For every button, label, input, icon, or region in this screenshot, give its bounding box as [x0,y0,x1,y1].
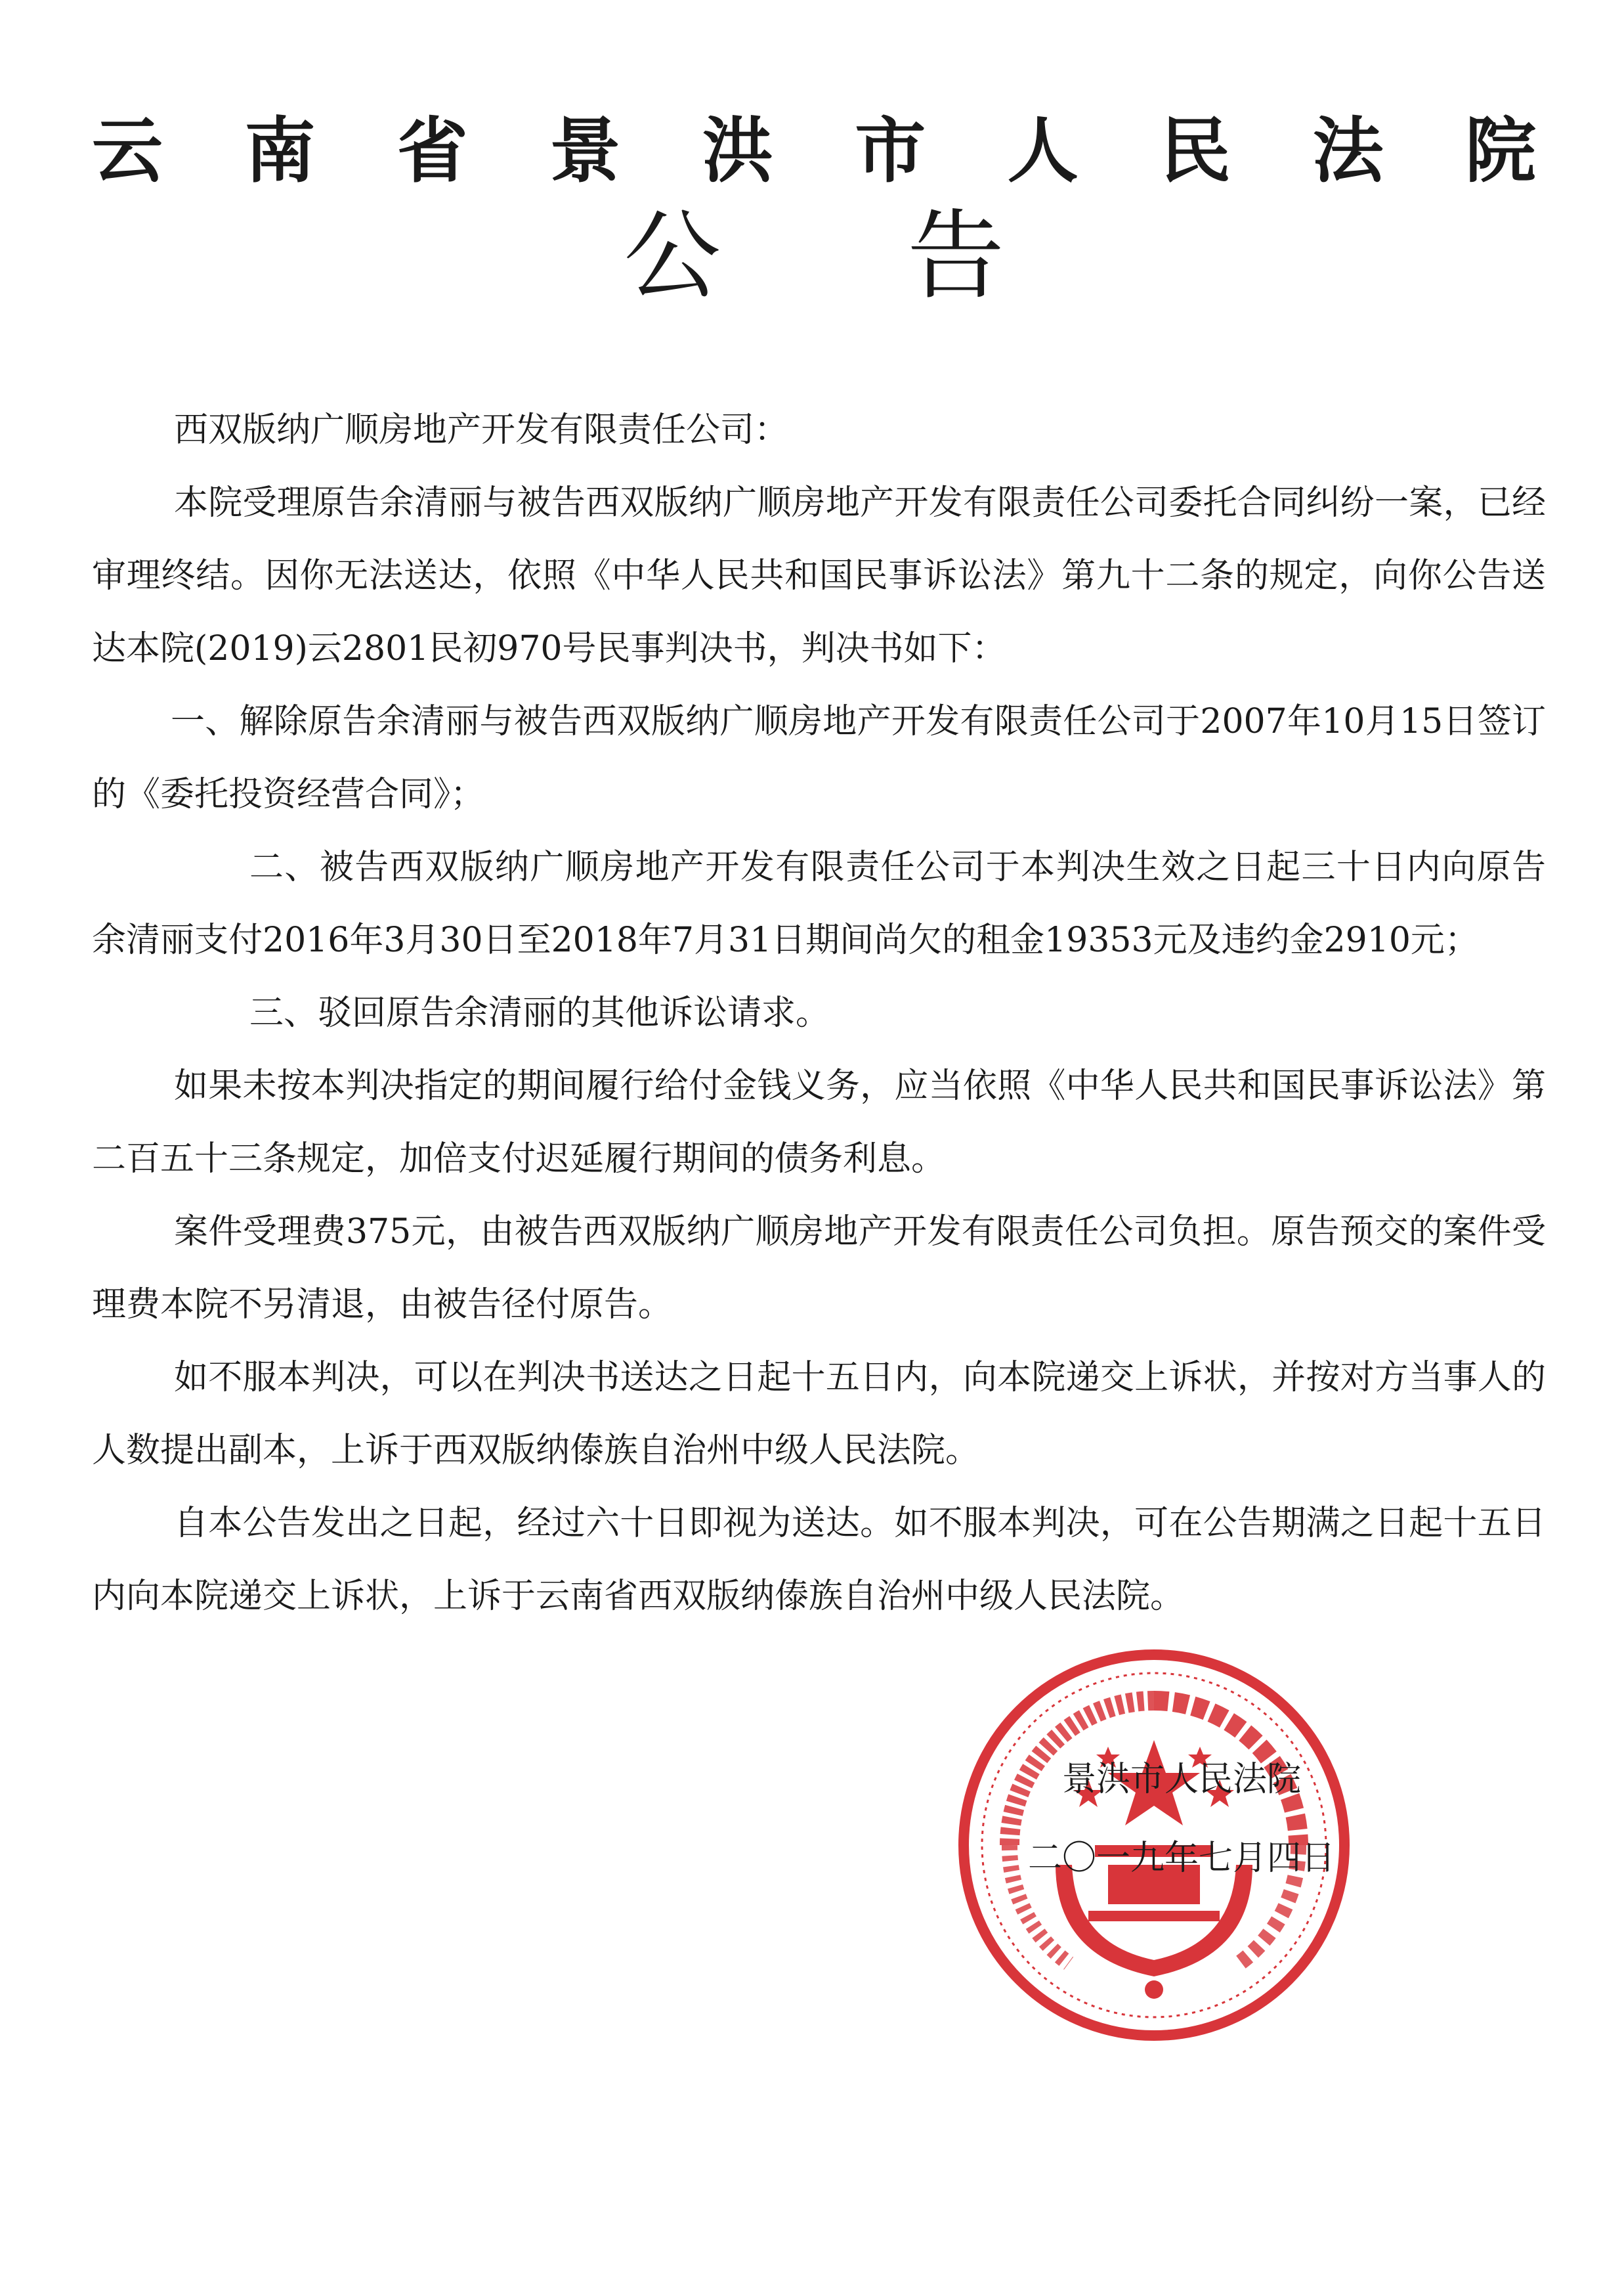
document-title [624,197,1004,315]
court-name-char: 景 [549,110,621,192]
paragraph-service: 自本公告发出之日起，经过六十日即视为送达。如不服本判决，可在公告期满之日起十五日内向本院递交上诉状，上诉于云南省西双版纳傣族自治州中级人民法院。 [92,1504,1546,1616]
doc-title-char: 公 [624,200,721,313]
court-name-char: 民 [1160,110,1231,192]
court-name-char: 市 [855,110,926,192]
court-name-char: 法 [1312,110,1384,192]
judgment-item-1: 一、解除原告余清丽与被告西双版纳广顺房地产开发有限责任公司于2007年10月15日签订的《委托投资经营合同》； [92,702,1546,814]
judgment-item-3: 三、驳回原告余清丽的其他诉讼请求。 [249,993,830,1033]
court-name-char: 南 [244,110,316,192]
judgment-item-2: 二、被告西双版纳广顺房地产开发有限责任公司于本判决生效之日起三十日内向原告余清丽支付2016年3月30日至2018年7月31日期间尚欠的租金19353元及违约金2910元； [92,848,1546,960]
court-name-char: 云 [92,110,163,192]
signing-court: 景洪市人民法院 [1061,1760,1301,1799]
doc-title-char: 告 [907,200,1004,313]
paragraph-case-intro: 本院受理原告余清丽与被告西双版纳广顺房地产开发有限责任公司委托合同纠纷一案，已经审理终结。因你无法送达，依照《中华人民共和国民事诉讼法》第九十二条的规定，向你公告送达本院(2019)云2801民初970号民事判决书，判决书如下： [92,483,1546,668]
court-name-char: 人 [1007,110,1079,192]
paragraph-interest: 如果未按本判决指定的期间履行给付金钱义务，应当依照《中华人民共和国民事诉讼法》第二百五十三条规定，加倍支付迟延履行期间的债务利息。 [92,1066,1546,1179]
paragraph-appeal: 如不服本判决，可以在判决书送达之日起十五日内，向本院递交上诉状，并按对方当事人的人数提出副本，上诉于西双版纳傣族自治州中级人民法院。 [92,1358,1546,1470]
court-name-char: 省 [396,110,468,192]
signing-date: 二〇一九年七月四日 [1027,1839,1335,1878]
paragraph-fees: 案件受理费375元，由被告西双版纳广顺房地产开发有限责任公司负担。原告预交的案件受理费本院不另清退，由被告径付原告。 [92,1212,1546,1324]
court-name-heading [92,98,1536,204]
notice-body [92,394,1546,1633]
court-name-char: 洪 [702,110,773,192]
court-name-char: 院 [1464,110,1536,192]
signature-block [985,1740,1378,1898]
addressee: 西双版纳广顺房地产开发有限责任公司： [174,410,789,450]
